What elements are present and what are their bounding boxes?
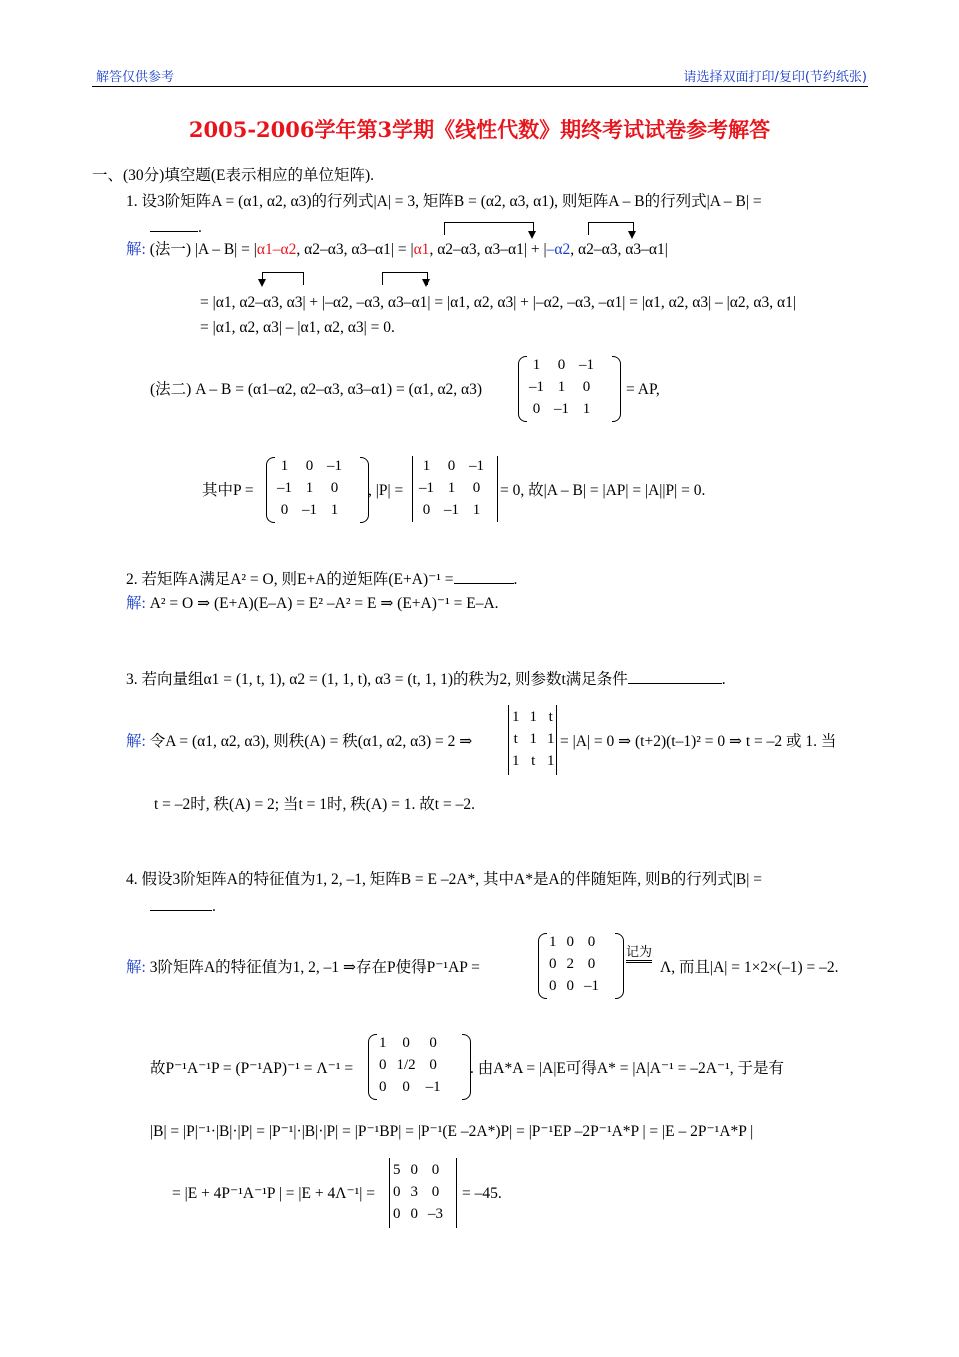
q4-solution-lead: 解: 3阶矩阵A的特征值为1, 2, –1 ⇒存在P使得P⁻¹AP = bbox=[126, 959, 480, 976]
det-right-bar bbox=[456, 1158, 457, 1228]
header-left-note: 解答仅供参考 bbox=[96, 70, 175, 85]
page-title: 2005-2006学年第3学期《线性代数》期终考试试卷参考解答 bbox=[188, 117, 771, 142]
section-heading: 一、(30分)填空题(E表示相应的单位矩阵). bbox=[92, 167, 374, 184]
header-divider bbox=[92, 86, 868, 87]
det-right-bar bbox=[497, 456, 498, 522]
q1-p-determinant: 1 0 –1 –1 1 0 0 –1 1 bbox=[419, 457, 484, 518]
q1-p-matrix: 1 0 –1 –1 1 0 0 –1 1 bbox=[277, 457, 342, 518]
solution-label: 解: bbox=[126, 241, 146, 258]
q2-solution: 解: A² = O ⇒ (E+A)(E–A) = E² –A² = E ⇒ (E+A)⁻¹ = E–A. bbox=[126, 595, 499, 612]
matrix-right-paren bbox=[612, 356, 621, 422]
q3-solution-lead: 解: 令A = (α1, α2, α3), 则秩(A) = 秩(α1, α2, α3) = 2 ⇒ bbox=[126, 733, 473, 750]
q4-diag-matrix: 1 0 0 0 2 0 0 0 –1 bbox=[549, 933, 599, 994]
q4-answer-blank: . bbox=[150, 896, 216, 917]
q3-solution-tail: = |A| = 0 ⇒ (t+2)(t–1)² = 0 ⇒ t = –2 或 1. 当 bbox=[560, 733, 837, 750]
q1-arrow-2 bbox=[628, 231, 636, 239]
q4-inverse-diag-matrix: 1 0 0 0 1/2 0 0 0 –1 bbox=[379, 1034, 441, 1095]
q1-bracket-3 bbox=[262, 272, 304, 285]
q1-method2-tail: = AP, bbox=[626, 381, 660, 398]
q4-notation-label: 记为 bbox=[626, 944, 652, 963]
q4-text: 4. 假设3阶矩阵A的特征值为1, 2, –1, 矩阵B = E –2A*, 其中A*是A的伴随矩阵, 则B的行列式|B| = bbox=[126, 871, 762, 888]
q1-bracket-1 bbox=[444, 222, 534, 235]
q1-text: 1. 设3阶矩阵A = (α1, α2, α3)的行列式|A| = 3, 矩阵B = (α2, α3, α1), 则矩阵A – B的行列式|A – B| = bbox=[126, 193, 762, 210]
header-right-note: 请选择双面打印/复印(节约纸张) bbox=[683, 70, 867, 85]
q1-method2-matrix: 1 0 –1 –1 1 0 0 –1 1 bbox=[529, 356, 594, 417]
q1-p-lead: 其中P = bbox=[202, 482, 254, 499]
q1-arrow-4 bbox=[422, 279, 430, 287]
q1-method1-line3: = |α1, α2, α3| – |α1, α2, α3| = 0. bbox=[200, 319, 395, 336]
q3-determinant: 1 1 t t 1 1 1 t 1 bbox=[512, 708, 555, 769]
q1-p-mid: , |P| = bbox=[368, 482, 404, 499]
q4-line4-tail: = –45. bbox=[462, 1185, 502, 1202]
q3-solution-line2: t = –2时, 秩(A) = 2; 当t = 1时, 秩(A) = 1. 故t = –2. bbox=[154, 796, 475, 813]
q1-p-tail: = 0, 故|A – B| = |AP| = |A||P| = 0. bbox=[500, 482, 706, 499]
q1-arrow-1 bbox=[528, 231, 536, 239]
q4-line4-lead: = |E + 4P⁻¹A⁻¹P | = |E + 4Λ⁻¹| = bbox=[172, 1185, 376, 1202]
q4-inverse-tail: . 由A*A = |A|E可得A* = |A|A⁻¹ = –2A⁻¹, 于是有 bbox=[470, 1060, 785, 1077]
matrix-right-paren bbox=[615, 933, 624, 999]
det-left-bar bbox=[412, 456, 413, 522]
q1-method1-line1: 解: (法一) |A – B| = |α1–α2, α2–α3, α3–α1| = |α1, α2–α3, α3–α1| + |–α2, α2–α3, α3–α1| bbox=[126, 241, 668, 258]
det-right-bar bbox=[556, 705, 557, 775]
q2-text: 2. 若矩阵A满足A² = O, 则E+A的逆矩阵(E+A)⁻¹ = . bbox=[126, 571, 518, 588]
q4-solution-tail: Λ, 而且|A| = 1×2×(–1) = –2. bbox=[660, 959, 839, 976]
q4-inverse-lead: 故P⁻¹A⁻¹P = (P⁻¹AP)⁻¹ = Λ⁻¹ = bbox=[150, 1060, 354, 1077]
q1-answer-blank: . bbox=[150, 217, 202, 238]
q1-arrow-3 bbox=[258, 279, 266, 287]
q1-method1-line2: = |α1, α2–α3, α3| + |–α2, –α3, α3–α1| = |α1, α2, α3| + |–α2, –α3, –α1| = |α1, α2, α3| – |α2, α3, α1| bbox=[200, 294, 796, 311]
q1-method2-lead: (法二) A – B = (α1–α2, α2–α3, α3–α1) = (α1, α2, α3) bbox=[150, 381, 483, 398]
q4-line3: |B| = |P|⁻¹·|B|·|P| = |P⁻¹|·|B|·|P| = |P⁻¹BP| = |P⁻¹(E –2A*)P| = |P⁻¹EP –2P⁻¹A*P | = |E – 2P⁻¹A*P | bbox=[150, 1123, 754, 1140]
q3-text: 3. 若向量组α1 = (1, t, 1), α2 = (1, 1, t), α3 = (t, 1, 1)的秩为2, 则参数t满足条件 . bbox=[126, 671, 726, 688]
q4-determinant: 5 0 0 0 3 0 0 0 –3 bbox=[393, 1161, 443, 1222]
